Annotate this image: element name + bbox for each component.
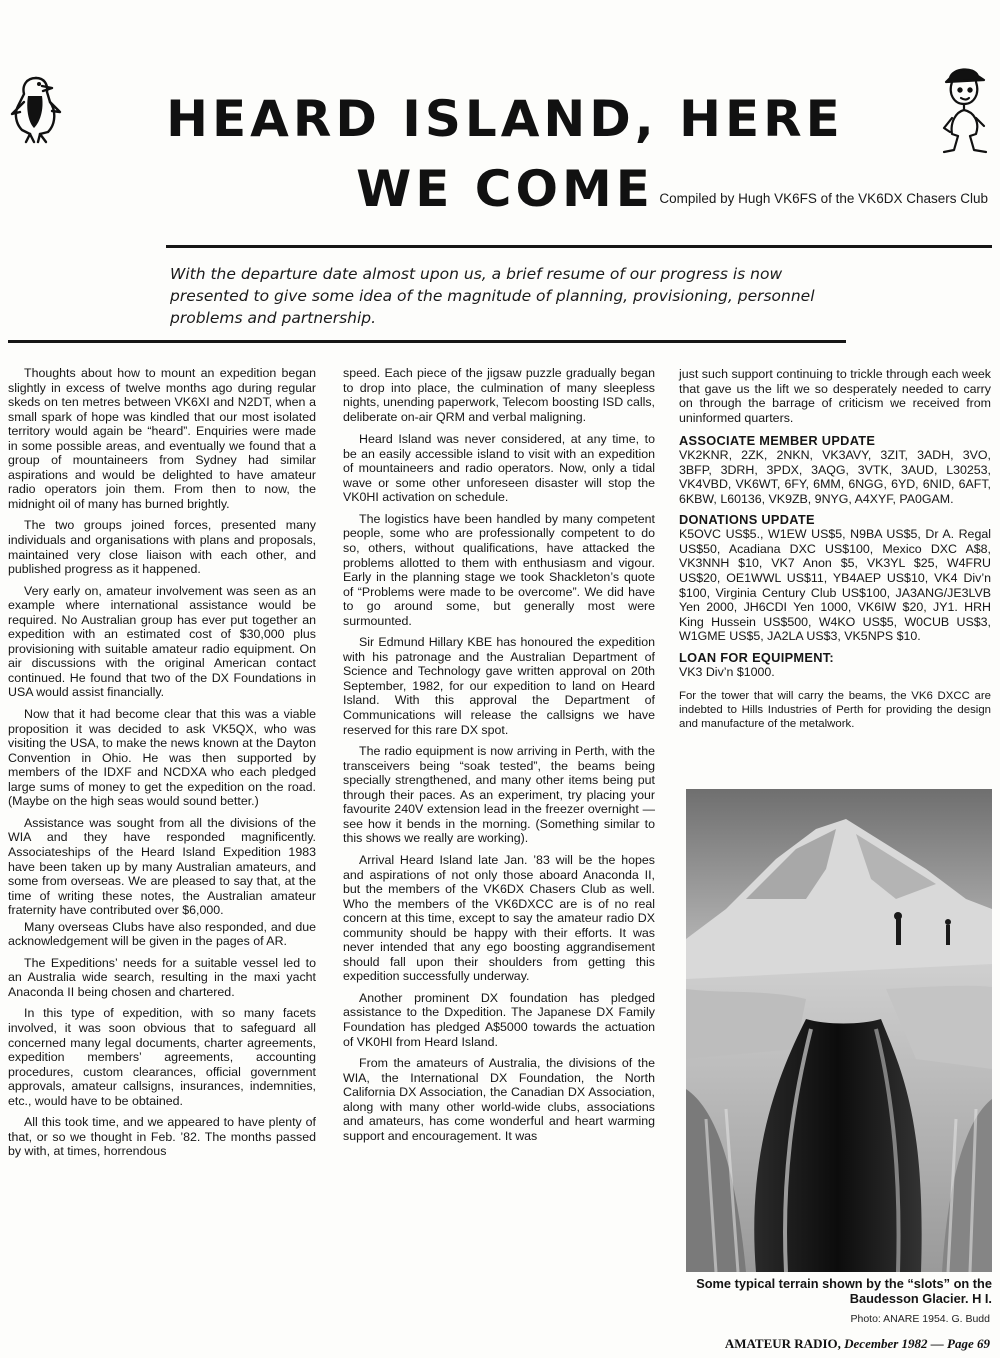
paragraph: All this took time, and we appeared to have plenty of that, or so we thought in Feb. ’82. The months passed by with, at times, horrendous	[8, 1115, 316, 1159]
publication-name: AMATEUR RADIO,	[724, 1336, 841, 1351]
penguin-icon	[6, 72, 66, 146]
donations-list: K5OVC US$5., W1EW US$5, N9BA US$5, Dr A. Regal US$50, Acadiana DXC US$100, Mexico DXC A$8, VK3NNH $10, VK7 Anon $5, VK3YL $25, W4FRU US$20, OE1WWL US$11, YB4AEP US$10, VK4 Div’n $100, Virginia Century Club US$100, JA3ANG/JE3LVB Yen 2000, JH6CDI Yen 1000, VK6IW $20, JY1. HRH King Hussein US$500, W4KO US$5, W0CUB US$3, W1GME US$5, JA2LA US$3, VK5NPS $10.	[679, 527, 991, 644]
paragraph: Sir Edmund Hillary KBE has honoured the expedition with his patronage and the Australian Department of Science and Technology gave written approval on 20th September, 1982, for our expedition to land on Heard Island. With this approval the Department of Communications will release the callsigns we have reserved for this rare DX spot.	[343, 635, 655, 737]
paragraph: The Expeditions’ needs for a suitable vessel led to an Australia wide search, resulting in the maxi yacht Anaconda II being chosen and chartered.	[8, 955, 316, 999]
byline: Compiled by Hugh VK6FS of the VK6DX Chasers Club	[659, 191, 988, 206]
paragraph: just such support continuing to trickle through each week that gave us the lift we so desperately needed to carry on through the barrage of criticism we received from uninformed quarters.	[679, 367, 991, 425]
paragraph: Heard Island was never considered, at any time, to be an easily accessible island to visit with an expedition of mountaineers and radio operators. Now, only a tidal wave or some other unforeseen disaster will stop the VK0HI activation on schedule.	[343, 432, 655, 505]
tower-note: For the tower that will carry the beams, the VK6 DXCC are indebted to Hills Industries of Perth for providing the design and manufacture of the metalwork.	[679, 690, 991, 731]
photo-caption: Some typical terrain shown by the “slots” on the Baudesson Glacier. H I.	[696, 1276, 992, 1306]
donations-heading: DONATIONS UPDATE	[679, 512, 815, 528]
page-title: HEARD ISLAND, HERE WE COME	[166, 90, 844, 218]
article-column-2	[343, 366, 655, 1150]
associate-list: VK2KNR, 2ZK, 2NKN, VK3AVY, 3ZIT, 3ADH, 3VO, 3BFP, 3DRH, 3PDX, 3AQG, 3VTK, 3AUD, L30253, VK4VBD, VK6WT, 6FY, 6MM, 6NGG, 6YD, 6NID, 6AFT, 6KBW, L60136, VK9ZB, 9NYG, A4XYF, PA0GAM.	[679, 448, 991, 506]
paragraph: Thoughts about how to mount an expedition began slightly in excess of twelve months ago during regular skeds on ten metres between VK6XI and N2DT, when a small spark of hope was kindled that our most isolated territory would again be “heard”. Enquiries were made in some possible areas, and eventually we found that a group of mountaineers from Sydney had similar aspirations and would be delighted to have amateur radio operators join them. From then to now, the midnight oil of many has burned brightly.	[8, 366, 316, 511]
article-column-1	[8, 366, 316, 1166]
page-footer	[725, 1336, 990, 1352]
paragraph: In this type of expedition, with so many facets involved, it was soon obvious that to safeguard all concerned many legal documents, charter agreements, expedition members’ agreements, accounting procedures, custom clearances, official government approvals, amateur callsigns, insurances, indemnities, etc., would have to be obtained.	[8, 1006, 316, 1108]
issue-date-page: December 1982 — Page 69	[844, 1336, 990, 1351]
paragraph: Now that it had become clear that this was a viable proposition it was decided to ask VK5QX, who was visiting the USA, to make the news known at the Dayton Convention in Ohio. He was then supported by members of the IDXF and NCDXA who each pledged large sums of money to get the expedition on the road. (Maybe on the high seas would sound better.)	[8, 707, 316, 809]
paragraph: The radio equipment is now arriving in Perth, with the transceivers being “soak tested”, the beams being specially strengthened, and many other items being put through their paces. As an experiment, try placing your favourite 240V extension lead in the freezer overnight — see how it bends in the morning. (Something similar to this shows we really are working).	[343, 744, 655, 846]
paragraph: Very early on, amateur involvement was seen as an example where international assistance would be required. No Australian group has ever put together an expedition with an estimated cost of $30,000 plus provisioning with suitable amateur radio equipment. On air discussions with the original American contact continued. He found that two of the DX Foundations in USA would assist financially.	[8, 583, 316, 700]
top-divider	[166, 245, 992, 248]
paragraph: Arrival Heard Island late Jan. ’83 will be the hopes and aspirations of not only those aboard Anaconda II, but the members of the VK6DX Chasers Club as well. Who the members of the VK6DXCC are is of no real concern at this time, except to say the amateur radio DX community should be happy with their efforts. It was never intended that any ego boosting aggrandisement should fall upon their shoulders from getting this expedition successfully underway.	[343, 852, 655, 984]
bottom-divider	[8, 340, 846, 343]
article-column-3	[679, 367, 991, 738]
paragraph: The two groups joined forces, presented many individuals and organisations with plans and proposals, maintained very close liaison with each other, and published progress as it happened.	[8, 518, 316, 577]
paragraph: The logistics have been handled by many competent people, some who are professionally competent to do so, others, without qualifications, have attacked the problems allotted to them with enthusiasm and vigour. Early in the planning stage we took Shackleton’s quote of “Problems were made to be overcome”. We did have to go around some, but generally most were surmounted.	[343, 511, 655, 628]
loan-text: VK3 Div’n $1000.	[679, 664, 775, 679]
intro-paragraph: With the departure date almost upon us, a brief resume of our progress is now presented to give some idea of the magnitude of planning, provisioning, personnel problems and partnership.	[170, 265, 815, 327]
loan-heading: LOAN FOR EQUIPMENT:	[679, 649, 834, 665]
associate-heading: ASSOCIATE MEMBER UPDATE	[679, 433, 876, 449]
paragraph: speed. Each piece of the jigsaw puzzle gradually began to drop into place, the culmination of many sleepless nights, unending paperwork, Telecom boosting ISD calls, deliberate on-air QRM and verbal maligning.	[343, 366, 655, 424]
cartoon-figure-icon	[934, 64, 994, 160]
paragraph: Assistance was sought from all the divisions of the WIA and they have responded magnificently. Associateships of the Heard Island Expedition 1983 have been taken up by many Australian amateurs, and some from overseas. We are pleased to say that, at the time of writing these notes, the Australian amateur fraternity have contributed over $6,000.	[8, 815, 316, 918]
glacier-photo	[686, 789, 992, 1272]
paragraph: From the amateurs of Australia, the divisions of the WIA, the International DX Foundation, the North California DX Association, the Canadian DX Association, along with many other world-wide clubs, associations and amateurs, has come wonderful and heart warming support and encouragement. It was	[343, 1056, 655, 1143]
paragraph: Another prominent DX foundation has pledged assistance to the Dxpedition. The Japanese DX Family Foundation has pledged A$5000 towards the actuation of VK0HI from Heard Island.	[343, 990, 655, 1049]
photo-credit: Photo: ANARE 1954. G. Budd	[850, 1313, 990, 1325]
paragraph: Many overseas Clubs have also responded, and due acknowledgement will be given in the pages of AR.	[8, 919, 316, 949]
